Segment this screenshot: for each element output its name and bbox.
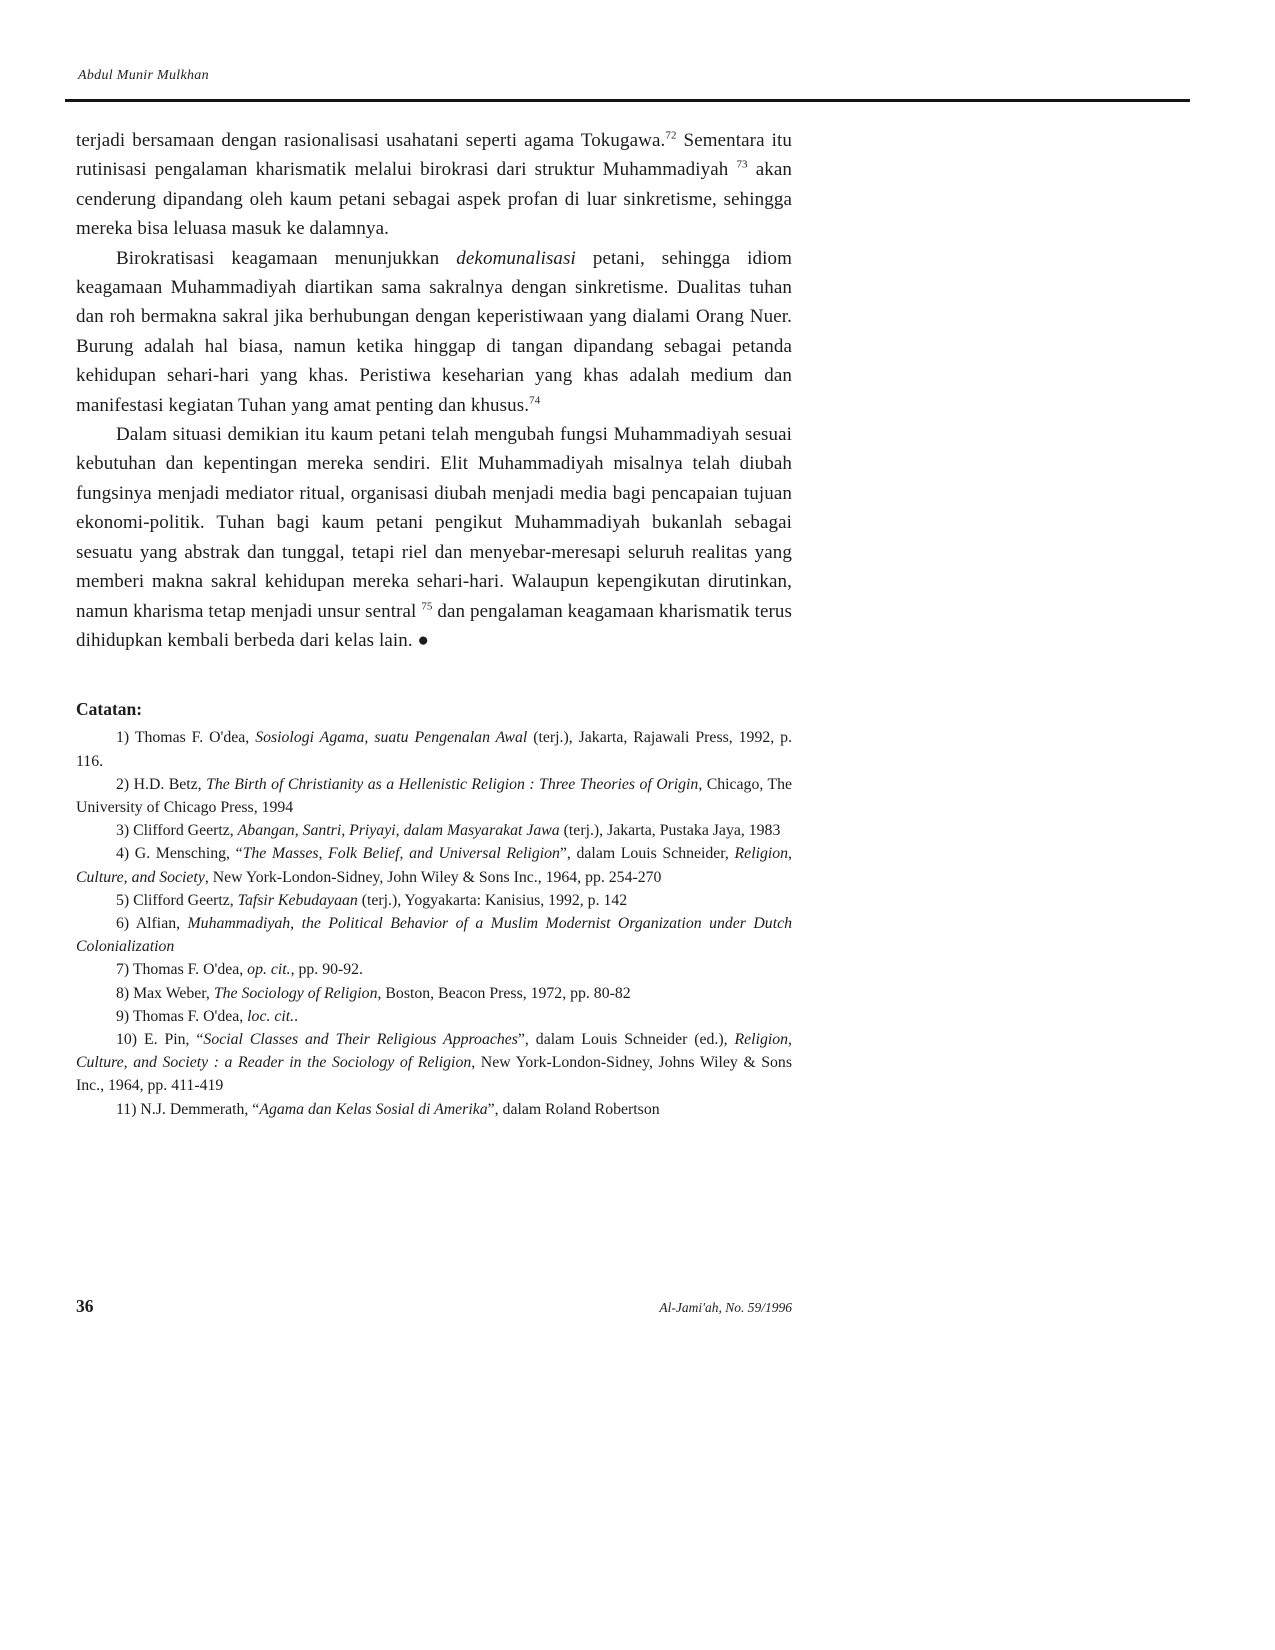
notes-list xyxy=(76,726,792,1120)
note-item: 5) Clifford Geertz, Tafsir Kebudayaan (terj.), Yogyakarta: Kanisius, 1992, p. 142 xyxy=(116,891,628,909)
note-item: 4) G. Mensching, “The Masses, Folk Belief, and Universal Religion”, dalam Louis Schneider, Religion, Culture, and Society, New York-London-Sidney, John Wiley & Sons Inc., 1964, pp. 254-270 xyxy=(76,845,793,886)
note-item: 3) Clifford Geertz, Abangan, Santri, Priyayi, dalam Masyarakat Jawa (terj.), Jakarta, Pustaka Jaya, 1983 xyxy=(116,822,781,840)
body-paragraph: Dalam situasi demikian itu kaum petani telah mengubah fungsi Muhammadiyah sesuai kebutuhan dan kepentingan mereka sendiri. Elit Muhammadiyah misalnya telah diubah fungsinya menjadi mediator ritual, organisasi diubah menjadi media bagi pencapaian tujuan ekonomi-politik. Tuhan bagi kaum petani pengikut Muhammadiyah bukanlah sebagai sesuatu yang abstrak dan tunggal, tetapi riel dan menyebar-meresapi seluruh realitas yang memberi makna sakral kehidupan mereka sehari-hari. Walaupun kepengikutan dirutinkan, namun kharisma tetap menjadi unsur sentral $^{75}$ dan pengalaman keagamaan kharismatik terus dihidupkan kembali berbeda dari kelas lain. ● xyxy=(76,424,792,651)
notes-heading: Catatan: xyxy=(76,699,143,720)
body-paragraphs xyxy=(76,126,792,655)
note-item: 2) H.D. Betz, The Birth of Christianity as a Hellenistic Religion : Three Theories of Origin, Chicago, The University of Chicago Press, 1994 xyxy=(76,775,793,816)
note-item: 7) Thomas F. O'dea, op. cit., pp. 90-92. xyxy=(116,961,364,979)
page-footer xyxy=(76,1296,792,1317)
running-head-author: Abdul Munir Mulkhan xyxy=(78,68,209,83)
body-paragraph: Birokratisasi keagamaan menunjukkan dekomunalisasi petani, sehingga idiom keagamaan Muhammadiyah diartikan sama sakralnya dengan sinkretisme. Dualitas tuhan dan roh bermakna sakral jika berhubungan dengan keperistiwaan yang dialami Orang Nuer. Burung adalah hal biasa, namun ketika hinggap di tangan dipandang sebagai petanda kehidupan sehari-hari yang khas. Peristiwa keseharian yang khas adalah medium dan manifestasi kegiatan Tuhan yang amat penting dan khusus.$^{74}$ xyxy=(76,247,792,416)
note-item: 6) Alfian, Muhammadiyah, the Political Behavior of a Muslim Modernist Organization under Dutch Colonialization xyxy=(76,914,792,956)
body-paragraph: terjadi bersamaan dengan rasionalisasi usahatani seperti agama Tokugawa.$^{72}$ Sementara itu rutinisasi pengalaman kharismatik melalui birokrasi dari struktur Muhammadiyah $^{73}$ akan cenderung dipandang oleh kaum petani sebagai aspek profan di luar sinkretisme, sehingga mereka bisa leluasa masuk ke dalamnya. xyxy=(76,129,792,240)
footer-page-number: 36 xyxy=(76,1296,94,1316)
note-item: 9) Thomas F. O'dea, loc. cit.. xyxy=(116,1007,299,1025)
note-item: 8) Max Weber, The Sociology of Religion, Boston, Beacon Press, 1972, pp. 80-82 xyxy=(116,984,631,1002)
note-item: 10) E. Pin, “Social Classes and Their Religious Approaches”, dalam Louis Schneider (ed.), Religion, Culture, and Society : a Reader in the Sociology of Religion, New York-London-Sidney, Johns Wiley & Sons Inc., 1964, pp. 411-419 xyxy=(76,1030,792,1095)
note-item: 1) Thomas F. O'dea, Sosiologi Agama, suatu Pengenalan Awal (terj.), Jakarta, Rajawali Press, 1992, p. 116. xyxy=(76,729,792,770)
footer-journal-ref: Al-Jami'ah, No. 59/1996 xyxy=(659,1300,792,1315)
note-item: 11) N.J. Demmerath, “Agama dan Kelas Sosial di Amerika”, dalam Roland Robertson xyxy=(116,1100,660,1118)
header-rule xyxy=(65,99,1190,102)
page-content xyxy=(76,126,792,1121)
